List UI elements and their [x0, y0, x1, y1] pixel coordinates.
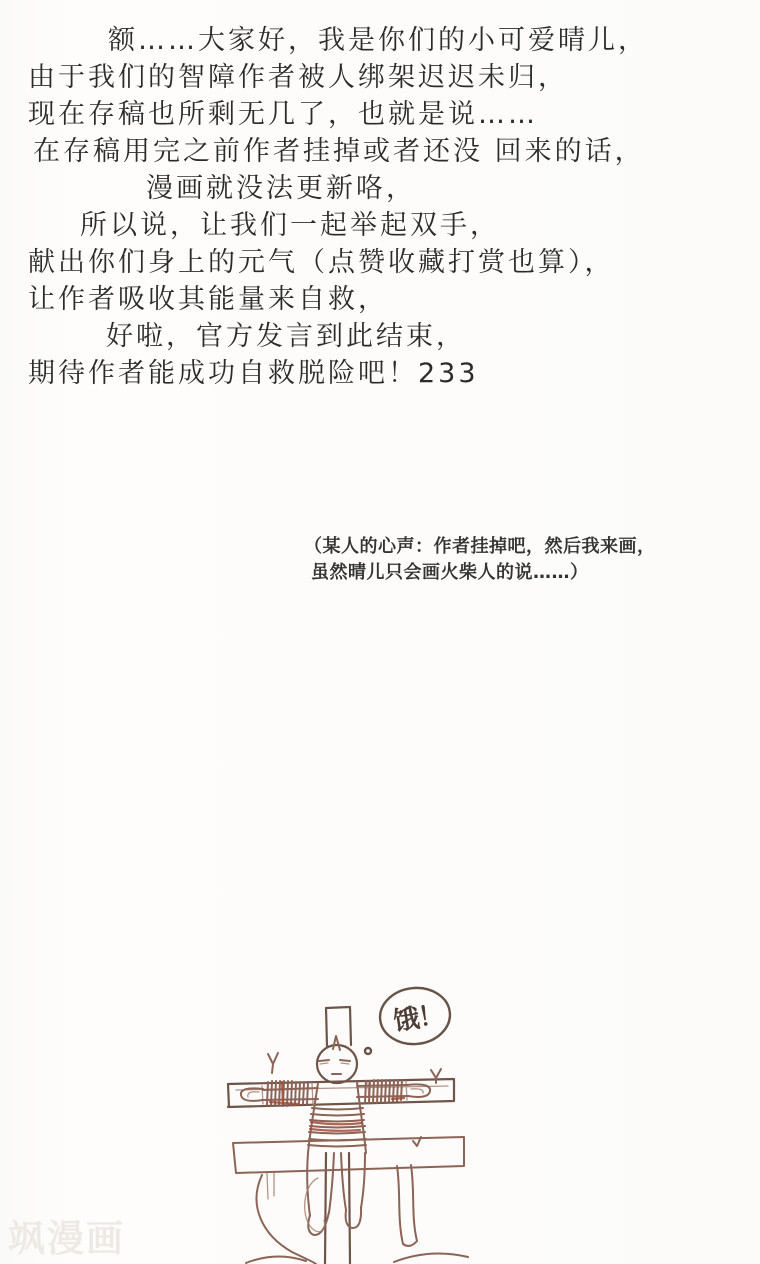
author-announcement [28, 22, 732, 392]
watermark: 飒漫画 [8, 1217, 125, 1260]
aside-note-line: 虽然晴儿只会画火柴人的说……） [311, 562, 589, 583]
aside-note-line: （某人的心声：作者挂掉吧，然后我来画， [304, 536, 656, 557]
letter-line: 现在存稿也所剩无几了，也就是说…… [28, 99, 538, 130]
letter-line: 让作者吸收其能量来自救， [28, 284, 388, 315]
aside-note [304, 534, 656, 586]
letter-line: 漫画就没法更新咯， [146, 173, 416, 204]
letter-line: 献出你们身上的元气（点赞收藏打赏也算）， [28, 247, 615, 278]
letter-line: 所以说，让我们一起举起双手， [80, 210, 500, 241]
letter-line: 在存稿用完之前作者挂掉或者还没 回来的话， [33, 136, 645, 167]
letter-line: 期待作者能成功自救脱险吧！233 [28, 358, 479, 389]
ground [246, 1253, 468, 1263]
letter-line: 由于我们的智障作者被人绑架迟迟未归， [28, 62, 568, 93]
speech-bubble [365, 984, 453, 1054]
letter-line: 额……大家好，我是你们的小可爱晴儿， [108, 25, 648, 56]
stick-figure-legs [307, 1153, 365, 1235]
letter-line: 好啦，官方发言到此结束， [106, 321, 466, 352]
speech-bubble-text: 饿！ [391, 999, 446, 1038]
